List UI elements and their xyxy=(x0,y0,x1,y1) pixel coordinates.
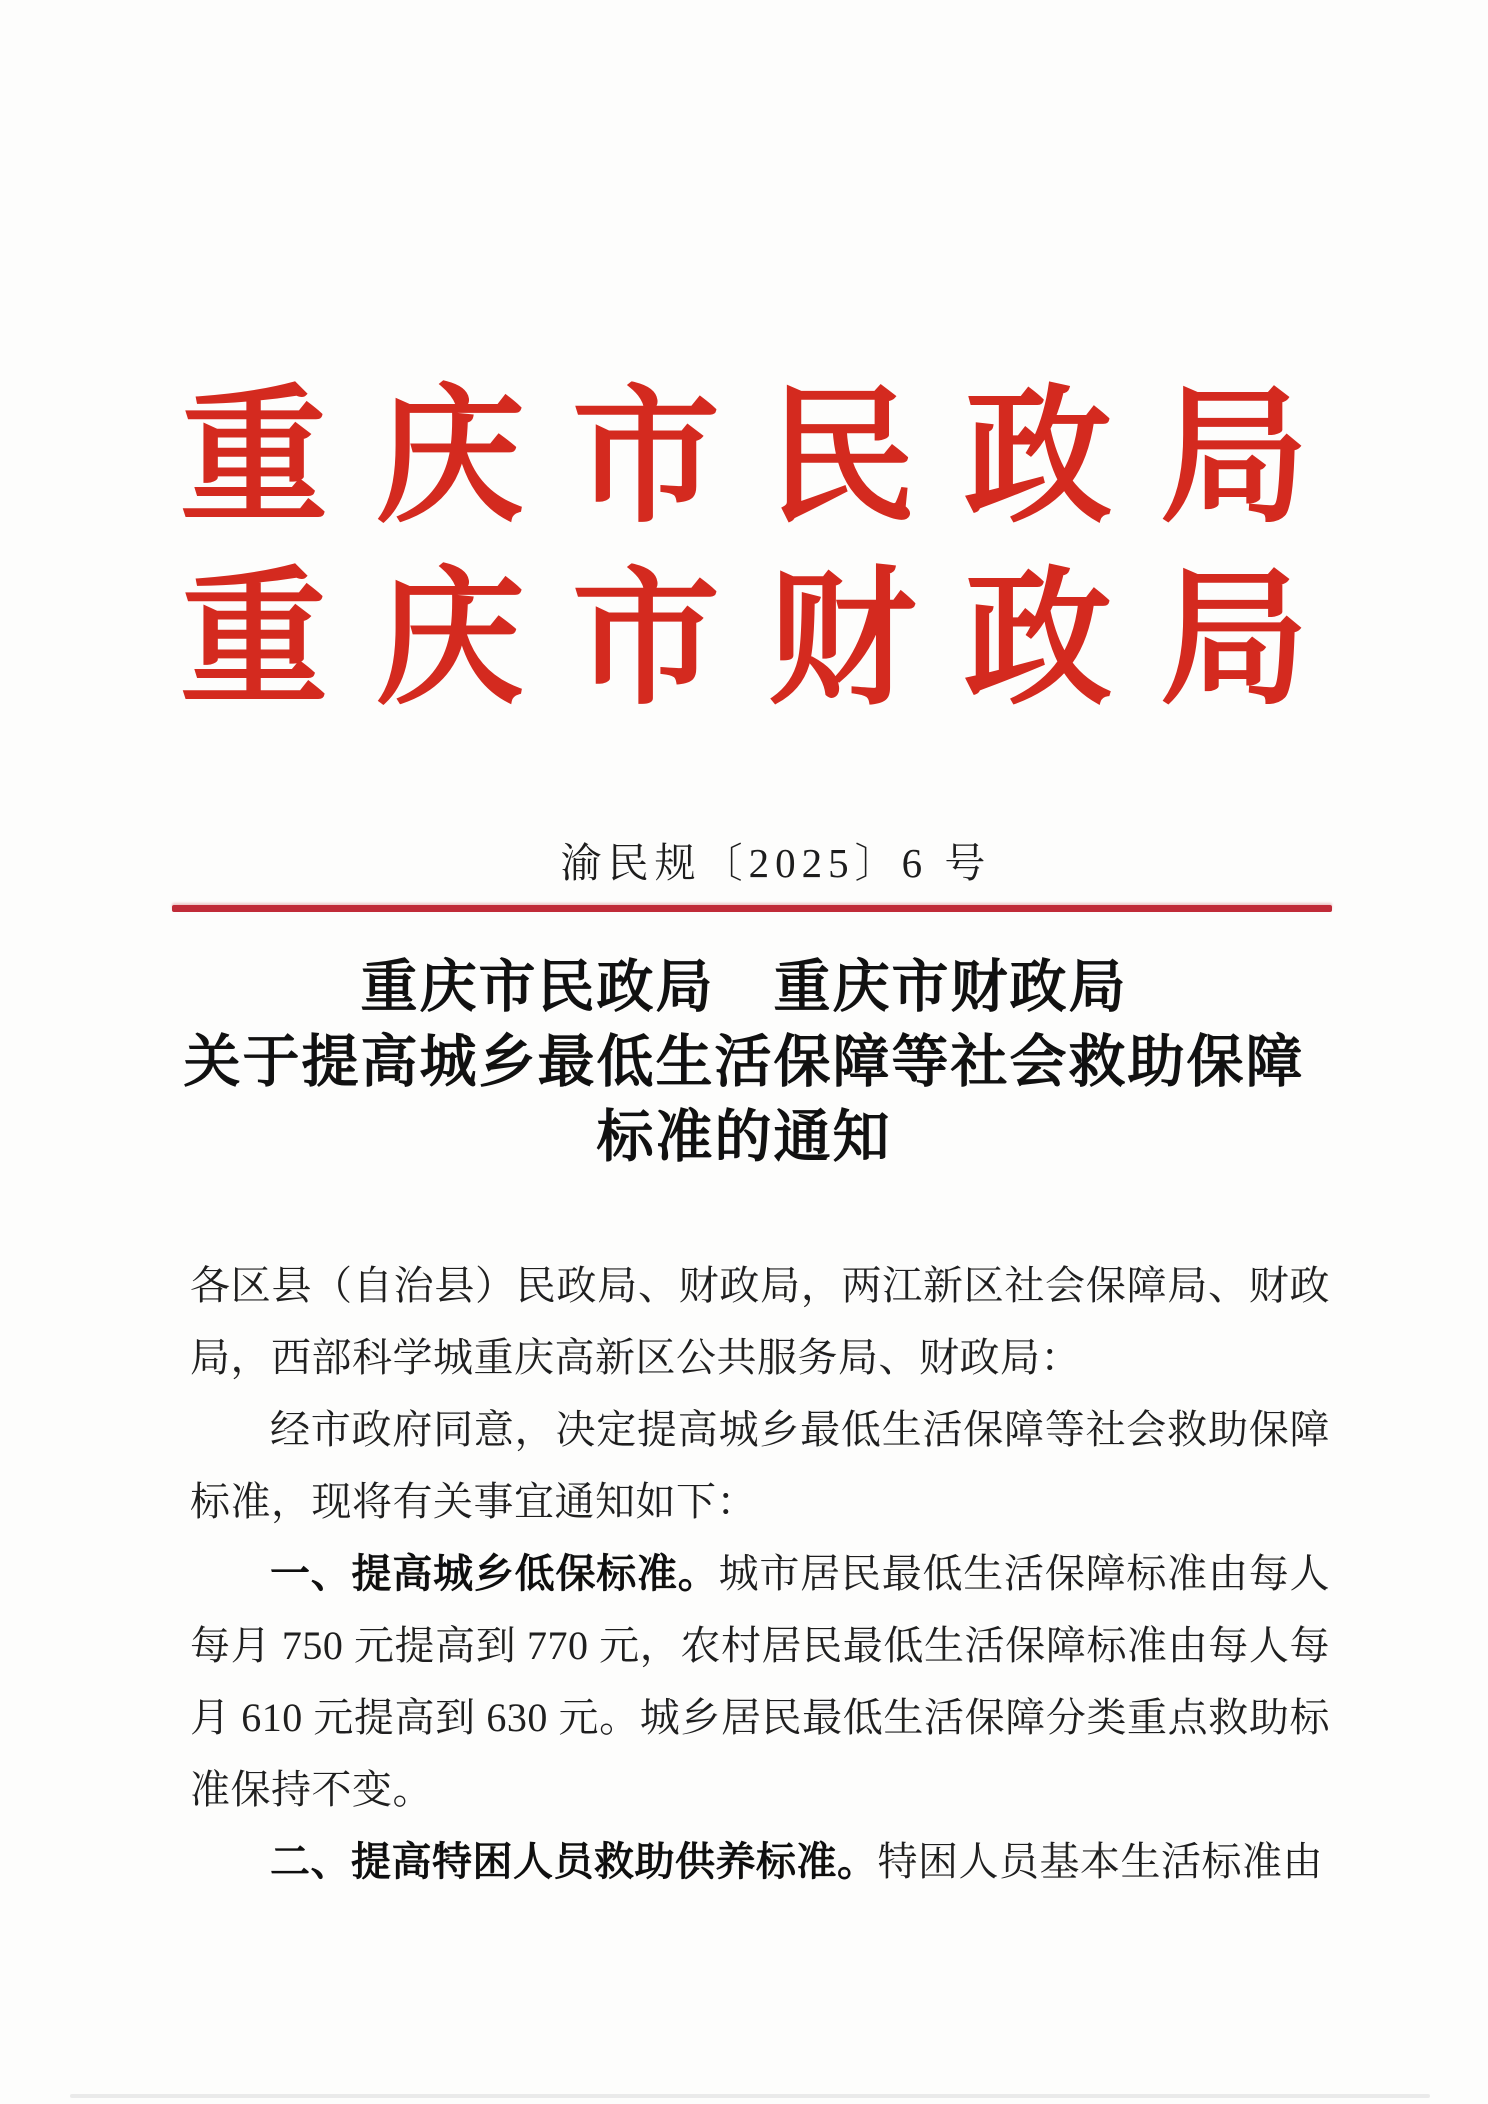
notice-title-line-3: 标准的通知 xyxy=(596,1106,892,1169)
red-divider-line xyxy=(172,905,1332,912)
paragraph xyxy=(190,1826,1330,1898)
agency-letterhead-line-2: 重庆市财政局 xyxy=(180,559,1356,723)
text-run: 特困人员基本生活标准由 xyxy=(877,1839,1323,1884)
scan-artifact-bottom-edge xyxy=(70,2094,1430,2098)
notice-title xyxy=(0,950,1488,1175)
text-run: 经市政府同意，决定提高城乡最低生活保障等社会救助保障标准，现将有关事宜通知如下： xyxy=(190,1407,1330,1524)
notice-title-line-2: 关于提高城乡最低生活保障等社会救助保障 xyxy=(183,1031,1305,1094)
notice-title-line-1: 重庆市民政局 重庆市财政局 xyxy=(360,956,1128,1019)
document-body xyxy=(190,1250,1330,1898)
section-heading-run: 一、提高城乡低保标准。 xyxy=(270,1552,719,1596)
paragraph xyxy=(190,1250,1330,1394)
text-run: 城市居民最低生活保障标准由每人每月 750 元提高到 770 元，农村居民最低生活保障标准由每人每月 610 元提高到 630 元。城乡居民最低生活保障分类重点救助标准保持不变。 xyxy=(190,1551,1331,1812)
agency-letterhead-line-1: 重庆市民政局 xyxy=(180,377,1356,541)
paragraph xyxy=(190,1394,1330,1538)
section-heading-run: 二、提高特困人员救助供养标准。 xyxy=(270,1840,878,1884)
text-run: 各区县（自治县）民政局、财政局，两江新区社会保障局、财政局，西部科学城重庆高新区公共服务局、财政局： xyxy=(190,1263,1330,1380)
document-number: 渝民规〔2025〕6 号 xyxy=(560,840,992,886)
paragraph xyxy=(190,1538,1330,1826)
